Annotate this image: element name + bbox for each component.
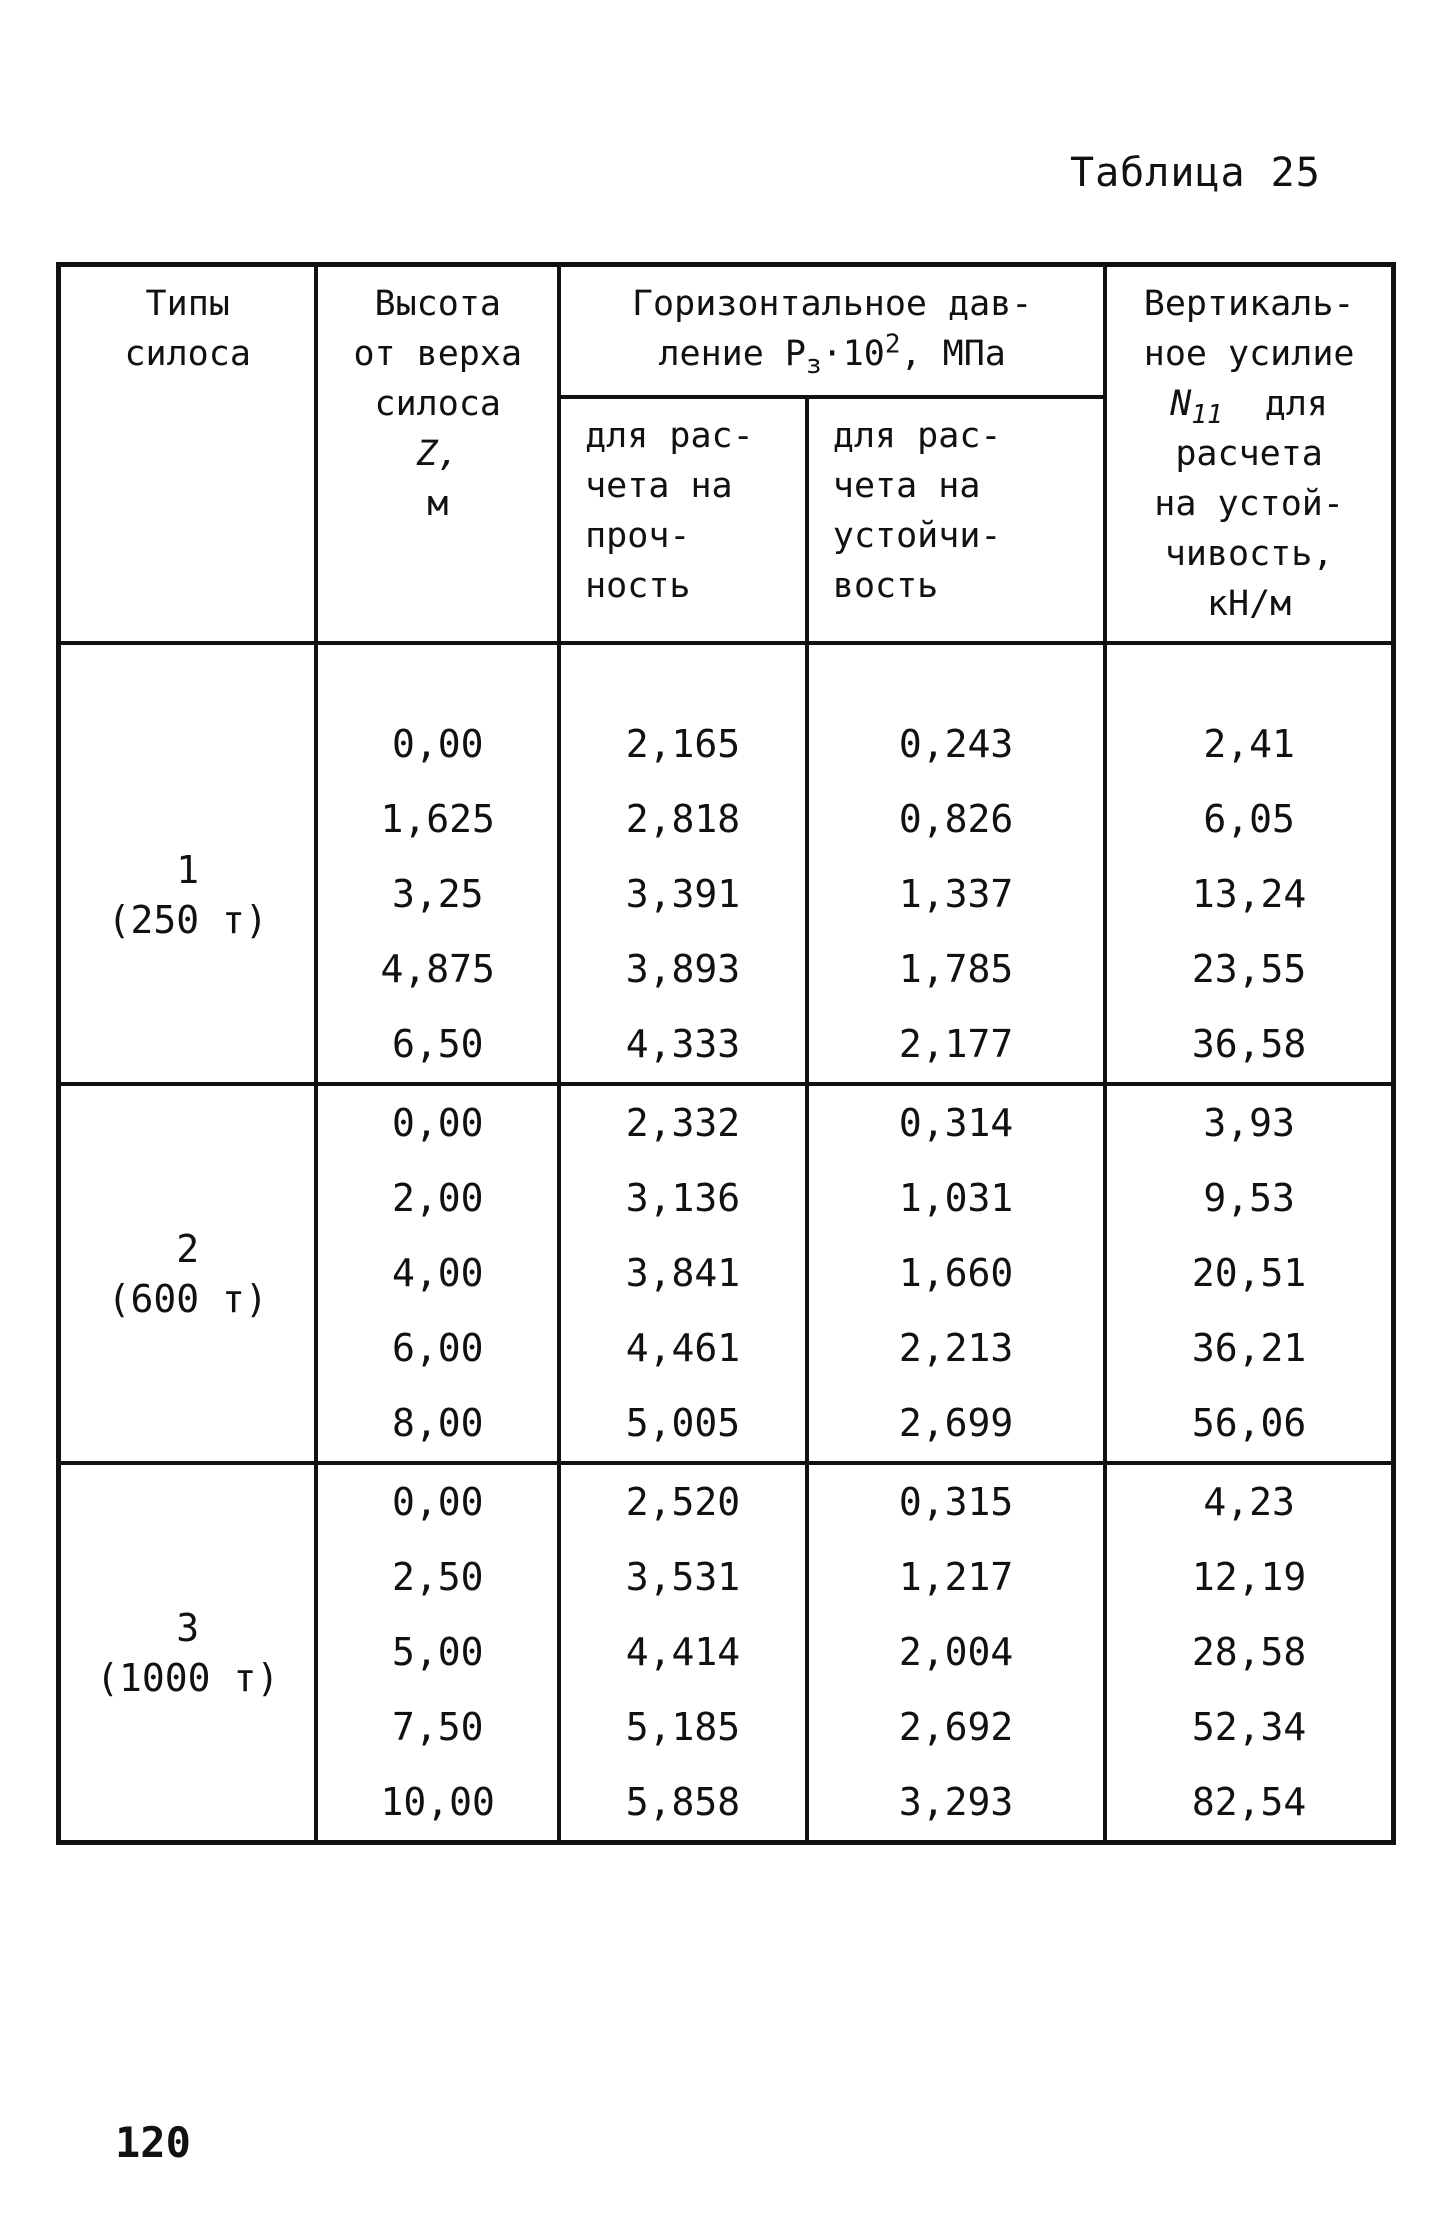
cell-vertical: 2,41: [1105, 707, 1393, 782]
cell-vertical: 36,21: [1105, 1311, 1393, 1386]
cell-strength: 3,531: [559, 1540, 807, 1615]
cell-stability: 2,692: [807, 1690, 1105, 1765]
cell-strength: 3,893: [559, 932, 807, 1007]
cell-strength: 3,136: [559, 1161, 807, 1236]
cell-vertical: 12,19: [1105, 1540, 1393, 1615]
cell-stability: 2,004: [807, 1615, 1105, 1690]
cell-stability: 1,217: [807, 1540, 1105, 1615]
header-vertical-force: Вертикаль- ное усилие $N_{11}$ для расчета на устой- чивость, кН/м: [1105, 265, 1393, 644]
cell-strength: 3,391: [559, 857, 807, 932]
silo-type-cell: 3 (1000 т): [59, 1463, 317, 1843]
cell-stability: 2,177: [807, 1007, 1105, 1084]
cell-z: 0,00: [316, 1084, 559, 1161]
cell-z: 3,25: [316, 857, 559, 932]
silo-type-cell: 1 (250 т): [59, 707, 317, 1084]
cell-vertical: 23,55: [1105, 932, 1393, 1007]
cell-stability: 1,337: [807, 857, 1105, 932]
cell-z: 0,00: [316, 707, 559, 782]
cell-strength: 4,461: [559, 1311, 807, 1386]
cell-z: 10,00: [316, 1765, 559, 1843]
cell-vertical: 6,05: [1105, 782, 1393, 857]
cell-z: 1,625: [316, 782, 559, 857]
cell-strength: 2,332: [559, 1084, 807, 1161]
table-row: [59, 1084, 1394, 1161]
cell-vertical: 36,58: [1105, 1007, 1393, 1084]
cell-strength: 2,818: [559, 782, 807, 857]
cell-z: 4,875: [316, 932, 559, 1007]
cell-strength: 2,165: [559, 707, 807, 782]
cell-stability: 1,031: [807, 1161, 1105, 1236]
cell-z: 4,00: [316, 1236, 559, 1311]
cell-vertical: 13,24: [1105, 857, 1393, 932]
cell-vertical: 9,53: [1105, 1161, 1393, 1236]
cell-strength: 4,333: [559, 1007, 807, 1084]
cell-vertical: 82,54: [1105, 1765, 1393, 1843]
cell-stability: 0,243: [807, 707, 1105, 782]
cell-strength: 5,858: [559, 1765, 807, 1843]
header-stability: для рас- чета на устойчи- вость: [807, 397, 1105, 643]
cell-strength: 5,185: [559, 1690, 807, 1765]
cell-vertical: 4,23: [1105, 1463, 1393, 1540]
cell-strength: 4,414: [559, 1615, 807, 1690]
cell-z: 8,00: [316, 1386, 559, 1463]
header-horizontal-pressure: Горизонтальное дав- ление $P_з\cdot 10^2$, МПа: [559, 265, 1105, 397]
table-caption: Таблица 25: [1070, 150, 1321, 196]
cell-strength: 3,841: [559, 1236, 807, 1311]
cell-z: 6,00: [316, 1311, 559, 1386]
cell-vertical: 20,51: [1105, 1236, 1393, 1311]
cell-z: 6,50: [316, 1007, 559, 1084]
cell-vertical: 3,93: [1105, 1084, 1393, 1161]
cell-stability: 2,699: [807, 1386, 1105, 1463]
cell-vertical: 28,58: [1105, 1615, 1393, 1690]
header-strength: для рас- чета на проч- ность: [559, 397, 807, 643]
header-height: Высота от верха силоса Z, м: [316, 265, 559, 644]
cell-stability: 0,314: [807, 1084, 1105, 1161]
cell-stability: 3,293: [807, 1765, 1105, 1843]
silo-pressure-table: [56, 262, 1396, 1845]
cell-vertical: 56,06: [1105, 1386, 1393, 1463]
cell-vertical: 52,34: [1105, 1690, 1393, 1765]
cell-z: 7,50: [316, 1690, 559, 1765]
cell-stability: 0,826: [807, 782, 1105, 857]
cell-z: 5,00: [316, 1615, 559, 1690]
header-silo-type: Типы силоса: [59, 265, 317, 644]
table-body: [59, 643, 1394, 1843]
cell-strength: 5,005: [559, 1386, 807, 1463]
cell-stability: 2,213: [807, 1311, 1105, 1386]
table-row: [59, 1463, 1394, 1540]
cell-stability: 0,315: [807, 1463, 1105, 1540]
cell-strength: 2,520: [559, 1463, 807, 1540]
cell-stability: 1,785: [807, 932, 1105, 1007]
silo-type-cell: 2 (600 т): [59, 1084, 317, 1463]
cell-z: 2,00: [316, 1161, 559, 1236]
cell-z: 2,50: [316, 1540, 559, 1615]
page-number: 120: [115, 2118, 191, 2167]
cell-z: 0,00: [316, 1463, 559, 1540]
table-row: [59, 707, 1394, 782]
cell-stability: 1,660: [807, 1236, 1105, 1311]
